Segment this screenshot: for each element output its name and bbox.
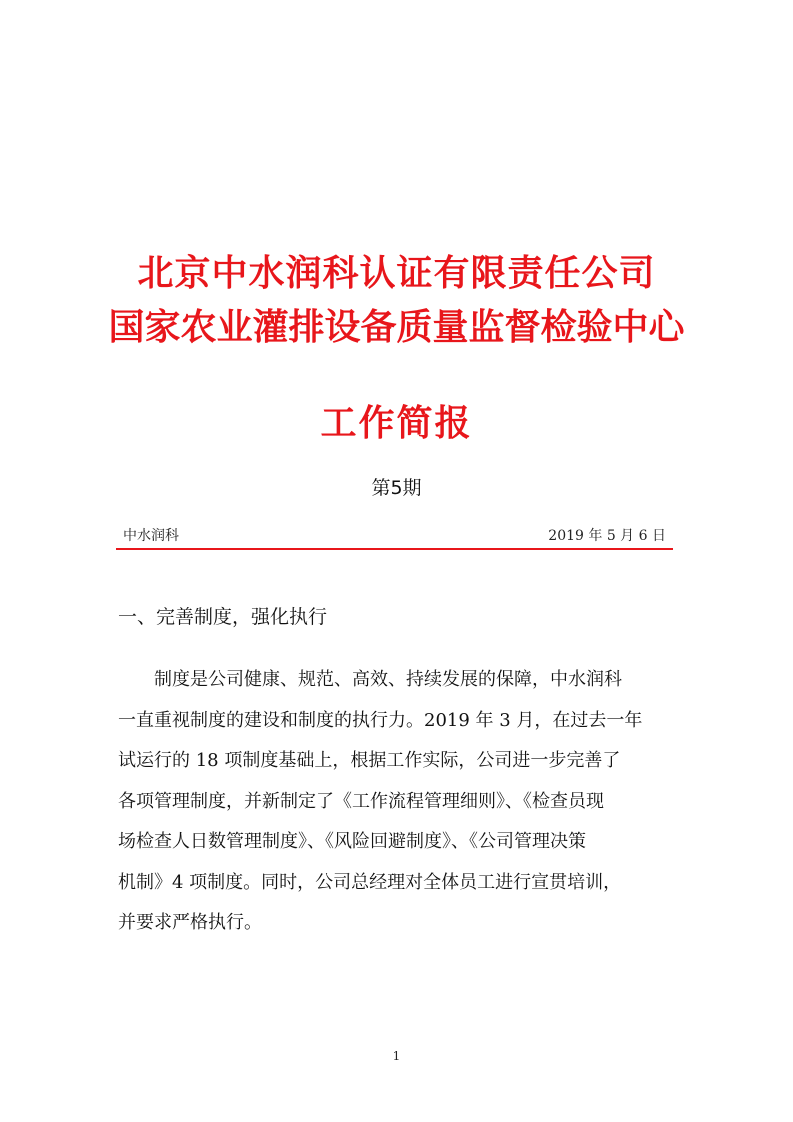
body-line: 一直重视制度的建设和制度的执行力。2019 年 3 月，在过去一年: [118, 709, 643, 731]
issue-date: 2019 年 5 月 6 日: [548, 528, 666, 544]
body-line: 制度是公司健康、规范、高效、持续发展的保障，中水润科: [154, 669, 622, 690]
document-title-company: 北京中水润科认证有限责任公司: [137, 253, 656, 294]
section-body: [118, 660, 678, 944]
header-divider: [116, 548, 673, 550]
meta-row: [119, 525, 670, 547]
document-title-center: 国家农业灌排设备质量监督检验中心: [108, 307, 685, 348]
body-line: 并要求严格执行。: [118, 912, 262, 933]
body-line: 各项管理制度，并新制定了《工作流程管理细则》、《检查员现: [118, 790, 604, 812]
page-number: 1: [392, 1049, 401, 1063]
body-line: 试运行的 18 项制度基础上，根据工作实际，公司进一步完善了: [118, 750, 621, 771]
body-line: 场检查人日数管理制度》、《风险回避制度》、《公司管理决策: [118, 831, 586, 852]
section-heading: 一、完善制度，强化执行: [118, 606, 328, 628]
body-line: 机制》4 项制度。同时，公司总经理对全体员工进行宣贯培训，: [118, 871, 622, 893]
issuer-name: 中水润科: [123, 528, 179, 544]
document-title-bulletin: 工作简报: [320, 403, 473, 444]
issue-number: 第5期: [371, 477, 422, 499]
